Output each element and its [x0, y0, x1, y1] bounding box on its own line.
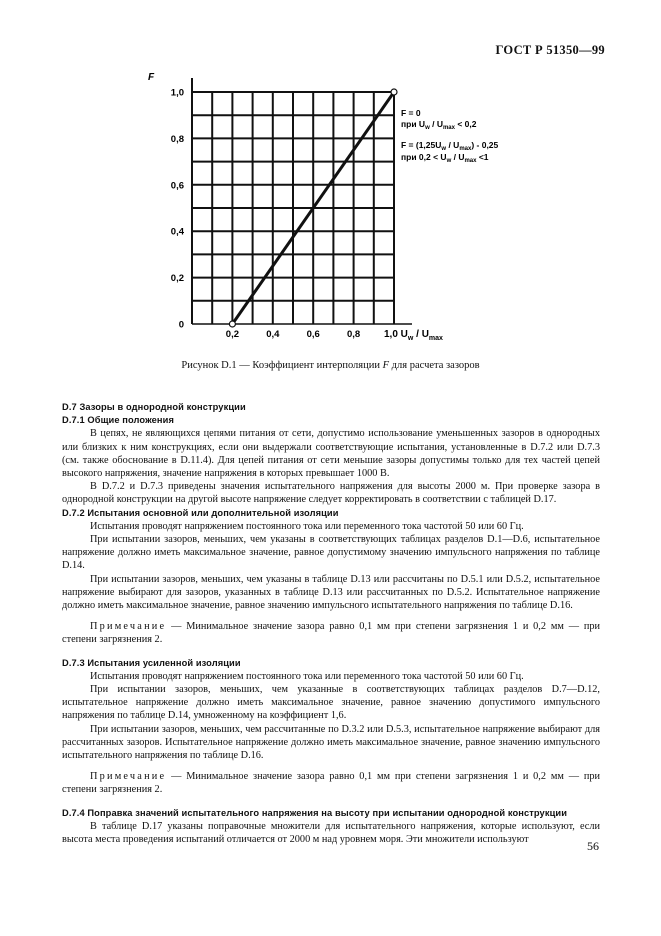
section-d72-title: D.7.2 Испытания основной или дополнительной изоляции — [62, 507, 339, 518]
legend-line-3: $F = (1,25U_w / U_{max}) - 0,25$ — [401, 140, 499, 152]
section-d73-title: D.7.3 Испытания усиленной изоляции — [62, 657, 241, 668]
paragraph: Испытания проводят напряжением постоянного тока или переменного тока частотой 50 или 60 Гц. — [90, 670, 524, 682]
paragraph: В D.7.2 и D.7.3 приведены значения испытательного напряжения для высоты 2000 м. При проверке зазора в однородной конструкции на другой высоте напряжение следует корректировать в соответствии с таблицей D.17. — [62, 481, 600, 506]
paragraph: В таблице D.17 указаны поправочные множители для испытательного напряжения, которые используют, если высота места проведения испытаний отличается от 2000 м над уровнем моря. Эти множители используют — [62, 820, 600, 846]
paragraph: В цепях, не являющихся цепями питания от сети, допустимо использование уменьшенных зазоров в однородных или близких к ним конструкциях, если они выдержали соответствующие испытания, установленные в D.7.2 или D.7.3 (см. также обоснование в D.11.4). Для цепей питания от сети меньшие зазоры допустимы только для тех частей цепей высокого напряжения, значение напряжения в которых превышает 1000 В. — [62, 428, 600, 480]
section-d71-title: D.7.1 Общие положения — [62, 415, 174, 426]
data-point — [391, 89, 397, 95]
figure-caption: Рисунок D.1 — Коэффициент интерполяции F для расчета зазоров — [181, 360, 480, 371]
paragraph: При испытании зазоров, меньших, чем рассчитанные по D.3.2 или D.5.3, испытательное напряжение выбирают для рассчитанных зазоров. Испытательное напряжение должно иметь максимальное значение, равное значению импульсного испытательного напряжения по таблице D.16. — [62, 723, 600, 762]
section-d7-title: D.7 Зазоры в однородной конструкции — [62, 402, 246, 412]
interpolation-chart — [140, 60, 499, 355]
x-tick-label: 0,2 — [225, 329, 240, 340]
note: Примечание — Минимальное значение зазора равно 0,1 мм при степени загрязнения 1 и 0,2 мм — при степени загрязнения 2. — [62, 621, 600, 646]
document-body — [62, 401, 600, 846]
x-tick-label: 0,6 — [306, 329, 320, 340]
y-tick-label: 0,4 — [170, 226, 184, 238]
chart-tick-labels — [171, 88, 360, 341]
section-d74-title: D.7.4 Поправка значений испытательного напряжения на высоту при испытании однородной конструкции — [62, 807, 568, 818]
y-tick-label: 0 — [178, 319, 184, 331]
standard-header: ГОСТ Р 51350—99 — [495, 43, 605, 57]
paragraph: При испытании зазоров, меньших, чем указаны в таблице D.13 или рассчитаны по D.5.1 или D.5.2, испытательное напряжение выбирают для зазоров, указанных в таблице D.13 или рассчитанных по D.5.2. Испытательное напряжение должно иметь максимальное значение, равное значению импульсного испытательного напряжения по таблице D.16. — [62, 573, 600, 612]
data-point — [229, 321, 235, 327]
y-tick-label: 0,6 — [170, 180, 184, 192]
y-tick-label: 0,8 — [170, 133, 184, 145]
formula-legend — [401, 108, 499, 164]
chart-grid — [192, 92, 394, 324]
legend-line-1: F = 0 — [401, 108, 421, 118]
paragraph: При испытании зазоров, меньших, чем указанные в соответствующих таблицах разделов D.7—D.12, испытательное напряжение должно иметь максимальное значение, равное значению допустимого импульсного напряжения по таблице D.14, умноженному на коэффициент 1,6. — [62, 684, 600, 722]
y-tick-label: 1,0 — [170, 87, 184, 99]
note: Примечание — Минимальное значение зазора равно 0,1 мм при степени загрязнения 1 и 0,2 мм — при степени загрязнения 2. — [62, 771, 600, 796]
x-tick-label: 0,4 — [266, 329, 280, 340]
legend-line-2: при $U_w / U_{max} < 0,2$ — [401, 119, 477, 131]
x-tick-label: 0,8 — [346, 329, 361, 340]
y-axis-name: F — [148, 72, 155, 83]
legend-line-4: при $0,2 < U_w / U_{max} <1$ — [401, 152, 489, 164]
paragraph: Испытания проводят напряжением постоянного тока или переменного тока частотой 50 или 60 Гц. — [90, 520, 524, 532]
paragraph: При испытании зазоров, меньших, чем указаны в соответствующих таблицах разделов D.1—D.6, испытательное напряжение должно иметь максимальное значение, равное допустимому значению импульсного напряжения по таблице D.14. — [62, 534, 600, 572]
x-axis-label: 1,0 $U_w / U_{max}$ — [384, 329, 443, 342]
y-tick-label: 0,2 — [170, 273, 184, 285]
page-number: 56 — [587, 839, 599, 853]
